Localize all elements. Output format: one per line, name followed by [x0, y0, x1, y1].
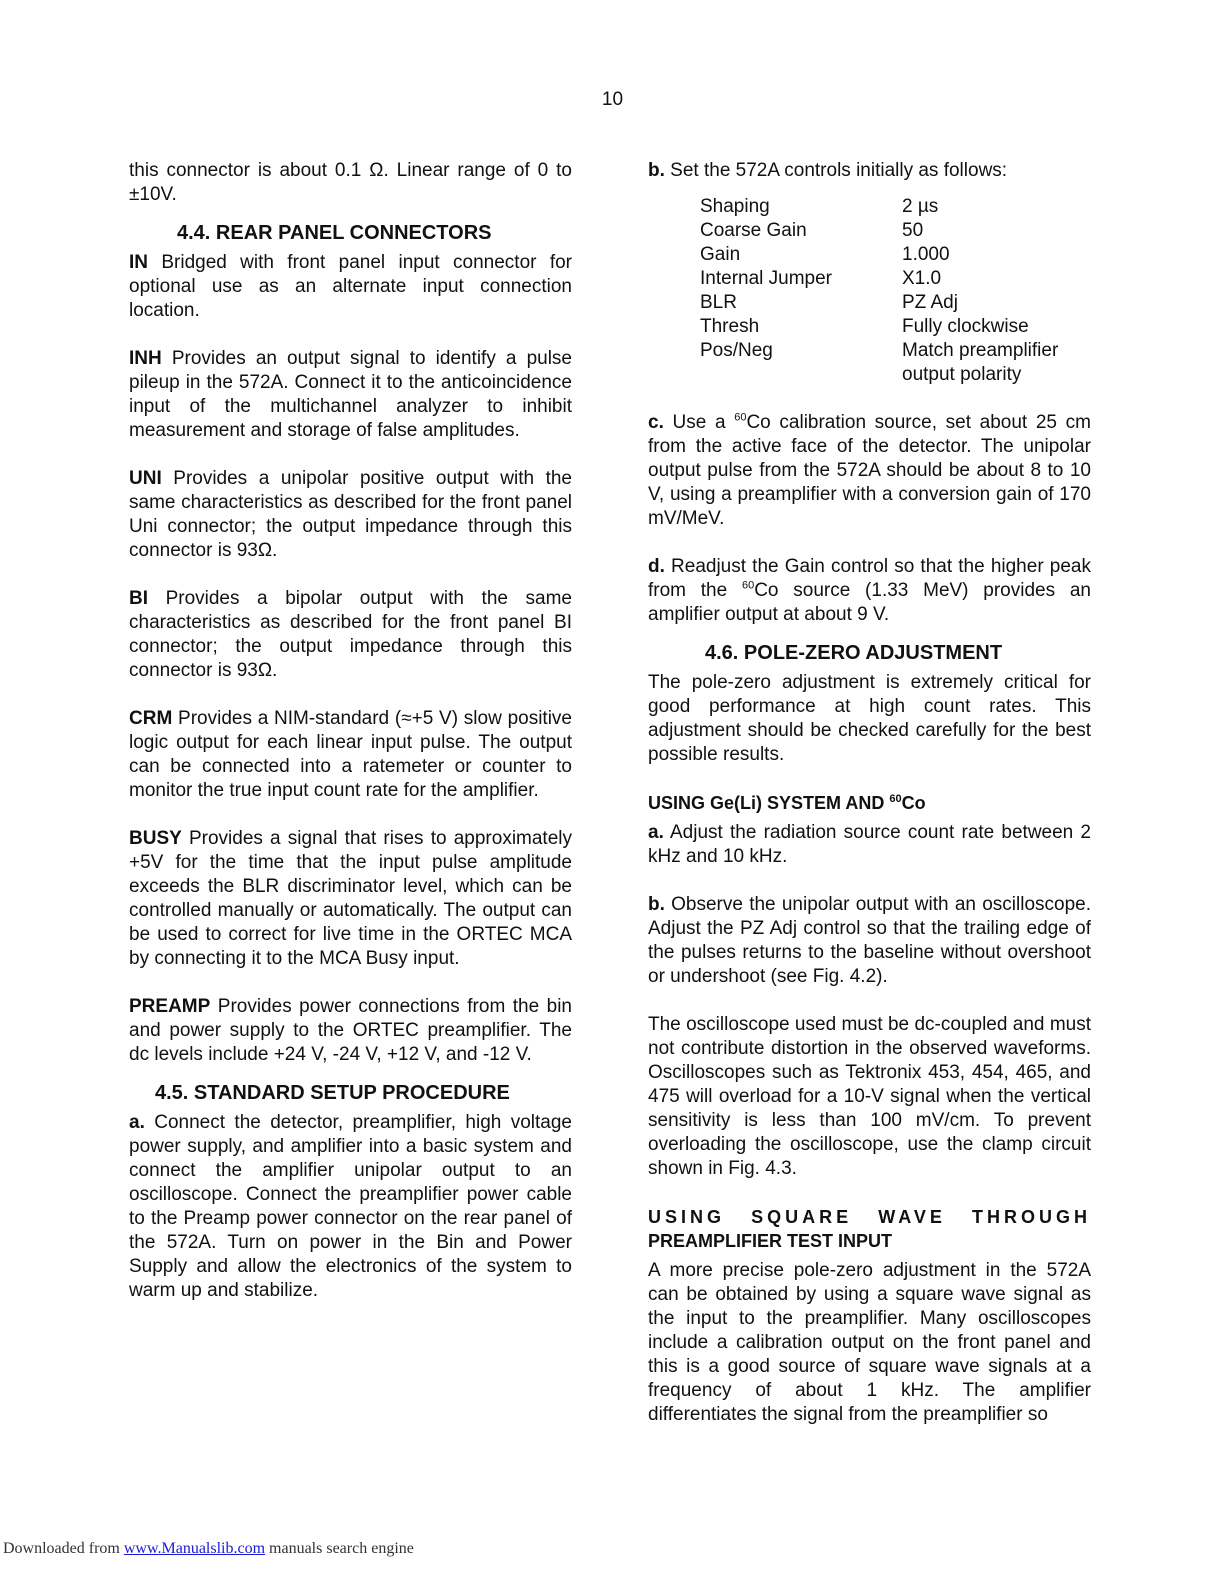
- settings-row: [700, 219, 1058, 243]
- setting-name: Coarse Gain: [700, 220, 807, 241]
- pole-zero-intro: The pole-zero adjustment is extremely critical for good performance at high count rates. This adjustment should be checked carefully for the best possible results.: [648, 672, 1091, 765]
- intro-paragraph: this connector is about 0.1 Ω. Linear range of 0 to ±10V.: [129, 160, 572, 205]
- inh-text: Provides an output signal to identify a pulse pileup in the 572A. Connect it to the anticoincidence input of the multichannel analyzer to inhibit measurement and storage of false amplitudes.: [129, 348, 572, 441]
- settings-row: [700, 315, 1058, 339]
- left-column: [129, 159, 572, 1303]
- in-connector-description: [129, 251, 572, 323]
- setting-name: Thresh: [700, 316, 760, 337]
- subheading-isotope: Co: [901, 793, 926, 813]
- setting-value: 2 µs: [902, 196, 939, 217]
- section-4-5-heading: 4.5. STANDARD SETUP PROCEDURE: [155, 1082, 510, 1104]
- crm-connector-description: [129, 707, 572, 803]
- uni-label: UNI: [129, 468, 162, 489]
- step-b-label: b.: [648, 160, 665, 181]
- inh-label: INH: [129, 348, 162, 369]
- uni-text: Provides a unipolar positive output with the same characteristics as described for the front panel Uni connector; the output impedance through this connector is 93Ω.: [129, 468, 572, 561]
- crm-label: CRM: [129, 708, 173, 729]
- isotope-superscript: 60: [734, 411, 747, 424]
- setting-name: Pos/Neg: [700, 340, 773, 361]
- setting-value: PZ Adj: [902, 292, 958, 313]
- subheading-square-wave-line1: USING SQUARE WAVE THROUGH: [648, 1207, 1091, 1227]
- control-settings-table: [700, 195, 1058, 387]
- setting-value: Match preamplifier: [902, 340, 1059, 361]
- footer-suffix: manuals search engine: [265, 1540, 414, 1557]
- bi-text: Provides a bipolar output with the same characteristics as described for the front panel BI connector; the output impedance through this connector is 93Ω.: [129, 588, 572, 681]
- right-column: [648, 159, 1091, 1427]
- step-c-prefix: Use a: [663, 412, 735, 433]
- settings-row: [700, 243, 1058, 267]
- subheading-square-wave-line2: PREAMPLIFIER TEST INPUT: [648, 1231, 893, 1251]
- setup-step-d: [648, 555, 1091, 627]
- section-4-4-heading: 4.4. REAR PANEL CONNECTORS: [177, 222, 492, 244]
- isotope-superscript: 60: [741, 579, 755, 592]
- oscilloscope-paragraph: The oscilloscope used must be dc-coupled and must not contribute distortion in the observed waveforms. Oscilloscopes such as Tektronix 453, 454, 465, and 475 will overload for a 10-V signal when the vertical sensitivity is less than 100 mV/cm. To prevent overloading the oscilloscope, use the clamp circuit shown in Fig. 4.3.: [648, 1014, 1091, 1179]
- setup-step-a: [129, 1111, 572, 1303]
- pz-step-a-text: Adjust the radiation source count rate between 2 kHz and 10 kHz.: [648, 822, 1091, 867]
- inh-connector-description: [129, 347, 572, 443]
- square-wave-paragraph: A more precise pole-zero adjustment in the 572A can be obtained by using a square wave signal as the input to the preamplifier. Many oscilloscopes include a calibration output on the front panel and this is a good source of square wave signals at a frequency of about 1 kHz. The amplifier differentiates the signal from the preamplifier so: [648, 1260, 1091, 1425]
- bi-connector-description: [129, 587, 572, 683]
- setting-value: 50: [902, 220, 924, 241]
- step-a-text: Connect the detector, preamplifier, high voltage power supply, and amplifier into a basic system and connect the amplifier unipolar output to an oscilloscope. Connect the preamplifier power cable to the Preamp power connector on the rear panel of the 572A. Turn on power in the Bin and Power Supply and allow the electronics of the system to warm up and stabilize.: [129, 1112, 572, 1301]
- settings-row: [700, 195, 1058, 219]
- setting-value: 1.000: [902, 244, 950, 265]
- manualslib-link[interactable]: www.Manualslib.com: [123, 1540, 266, 1557]
- busy-label: BUSY: [129, 828, 182, 849]
- pz-step-a-label: a.: [648, 822, 664, 843]
- uni-connector-description: [129, 467, 572, 563]
- preamp-connector-description: [129, 995, 572, 1067]
- crm-text: Provides a NIM-standard (≈+5 V) slow positive logic output for each linear input pulse. The output can be connected into a ratemeter or counter to monitor the true input count rate for the amplifier.: [129, 708, 572, 801]
- pz-step-b-text: Observe the unipolar output with an oscilloscope. Adjust the PZ Adj control so that the trailing edge of the pulses returns to the baseline without overshoot or undershoot (see Fig. 4.2).: [648, 894, 1091, 987]
- step-b-text: Set the 572A controls initially as follows:: [664, 160, 1008, 181]
- busy-text: Provides a signal that rises to approximately +5V for the time that the input pulse amplitude exceeds the BLR discriminator level, which can be controlled manually or automatically. The output can be used to correct for live time in the ORTEC MCA by connecting it to the MCA Busy input.: [129, 828, 572, 969]
- setup-step-c: [648, 411, 1091, 531]
- settings-row: [700, 267, 1058, 291]
- setting-name: [700, 363, 902, 387]
- step-d-prefix: Readjust the Gain control so that the higher peak from the: [648, 556, 1091, 601]
- section-4-6-heading: 4.6. POLE-ZERO ADJUSTMENT: [705, 642, 1003, 664]
- isotope-superscript: 60: [889, 793, 902, 805]
- step-d-label: d.: [648, 556, 665, 577]
- setting-name: Internal Jumper: [700, 268, 833, 289]
- settings-row: [700, 339, 1058, 363]
- bi-label: BI: [129, 588, 148, 609]
- pz-step-a: [648, 821, 1091, 869]
- setup-step-b: [648, 159, 1091, 183]
- footer-prefix: Downloaded from: [3, 1540, 124, 1557]
- setting-value: output polarity: [902, 364, 1022, 385]
- settings-row: [700, 291, 1058, 315]
- busy-connector-description: [129, 827, 572, 971]
- subheading-geli-system: [648, 791, 1091, 815]
- step-d-text: Co source (1.33 MeV) provides an amplifier output at about 9 V.: [648, 580, 1091, 625]
- subheading-text: USING Ge(Li) SYSTEM AND: [648, 793, 890, 813]
- preamp-text: Provides power connections from the bin and power supply to the ORTEC preamplifier. The dc levels include +24 V, -24 V, +12 V, and -12 V.: [129, 996, 572, 1065]
- step-a-label: a.: [129, 1112, 145, 1133]
- setting-name: Gain: [700, 244, 741, 265]
- page-number: 10: [601, 89, 624, 110]
- pz-step-b-label: b.: [648, 894, 665, 915]
- preamp-label: PREAMP: [129, 996, 211, 1017]
- setting-name: Shaping: [700, 196, 770, 217]
- in-text: Bridged with front panel input connector for optional use as an alternate input connection location.: [129, 252, 572, 321]
- setting-name: BLR: [700, 292, 737, 313]
- setting-value: X1.0: [902, 268, 942, 289]
- setting-value: Fully clockwise: [902, 316, 1029, 337]
- pz-step-b: [648, 893, 1091, 989]
- in-label: IN: [129, 252, 148, 273]
- step-c-text: Co calibration source, set about 25 cm from the active face of the detector. The unipolar output pulse from the 572A should be about 8 to 10 V, using a preamplifier with a conversion gain of 170 mV/MeV.: [648, 412, 1091, 529]
- step-c-label: c.: [648, 412, 664, 433]
- settings-row: [700, 363, 1058, 387]
- download-footer: [3, 1540, 414, 1558]
